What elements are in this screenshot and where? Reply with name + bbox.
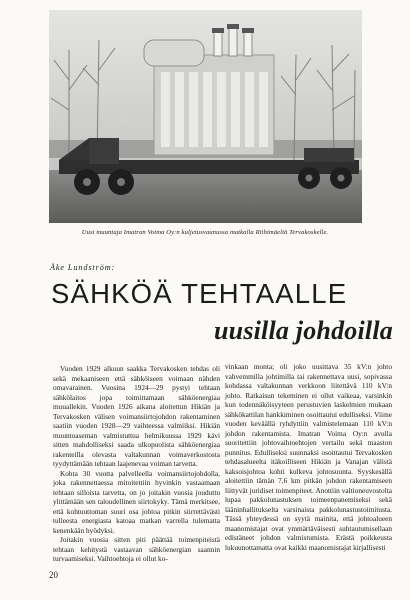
article-paragraph: Joitakin vuosia sitten piti päättää toimenpiteistä tehtaan kehitystä vastaavan sähköenergian saannin turvaamiseksi. Vaihtoehtoja ei ollut ko-: [53, 535, 220, 563]
page-number: 20: [49, 570, 58, 580]
article-right-column: [225, 362, 392, 552]
article-paragraph: Vuoden 1929 alkuun saakka Tervakosken tehdas oli sekä mekaaniseen että sähköiseen voimaan nähden omavarainen. Vuosina 1924—29 pystyi tehtaan sähkölaitos jopa toimittamaan sähköenergiaa muuallekin. Vuoden 1926 aikana aloitettun Hikiän ja Tervakosken välisen voimansiirtojohdon rakentaminen saatiin vuoden 1928—29 vaihteessa valmiiksi. Hikiän muuntoaseman valmistuttua helmikuussa 1929 kävi sitten mahdolliseksi saada ulkopuolista sähköenergiaa rakenteilla olevasta valtakunnan voimaverkostosta tyydyttämään tehtaan laajenevaa voiman tarvetta.: [53, 364, 220, 468]
article-paragraph: vinkaan monta; oli joko uusittava 35 kV:n johto vahvemmilla johtimilla tai rakennettava uusi, sopivassa kohdassa valtakunnan verkkoon liitettävä 110 kV:n johto. Ratkaisun tekeminen ei ollut vaikeaa, varsinkin kun todennäköisyyteen perustuvien laskelmien mukaan sähkökattilan hankkiminen osoittautui edulliseksi. Viime vuoden keväällä ryhdyttiin valmistelemaan 110 kV:n johdon rakentamista. Imatran Voima Oy:n avulla suoritettiin johtovaihtoehtojen vertailu sekä maaston punnitus. Edulliseksi suunnaksi osoittautui Tervakosken tehdasalueelta itäkoilliseen Hikiän ja Vanajan välistä kaksoisjohtoa kohti kulkeva johtosuunta. Syyskesällä aloitettiin tämän 7,6 km pitkän johdon rakentamiseen liittyvät juridiset toimenpiteet. Anottiin valtioneuvostolta lupaa pakkolunastuksen toimeenpanemiseksi sekä lääninhallitukselta varsinaista pakkolunastustoimitusta. Tässä yhteydessä on syytä mainita, että johtoalueen maanomistajat ovat ymmärtäväisesti suhtautumisellaan edistäneet johdon valmistumista. Erästä poikkeusta lukuunottamatta ovat kaikki maanomistajat kirjallisesti: [225, 362, 392, 552]
photo-caption: Uusi muuntaja Imatran Voima Oy:n kuljetusvaunussa matkalla Riihimäeltä Tervakoskelle.: [81, 229, 329, 236]
article-subtitle: uusilla johdoilla: [214, 316, 393, 345]
article-paragraph: Kohta 30 vuotta palvelleella voimansiirtojohdolla, joka rakennettaessa mitoitettiin hyvinkin vastaamaan tehtaan silloista tarvetta, on jo joitakin vuosia jouduttu ylittämään sen taloudellinen siirtokyky. Tämä merkitsee, että kohtuuttoman suuri osa johtoa pitkin siirrettävästi tulleesta energiasta katoaa matkan varrella tulematta kenenkään hyödyksi.: [53, 468, 220, 535]
article-left-column: [53, 364, 220, 564]
article-title: SÄHKÖÄ TEHTAALLE: [51, 278, 348, 309]
transformer-photo-illustration: [49, 10, 362, 223]
article-author: Åke Lundström:: [50, 263, 116, 272]
transformer-transport-photo: [49, 10, 362, 223]
